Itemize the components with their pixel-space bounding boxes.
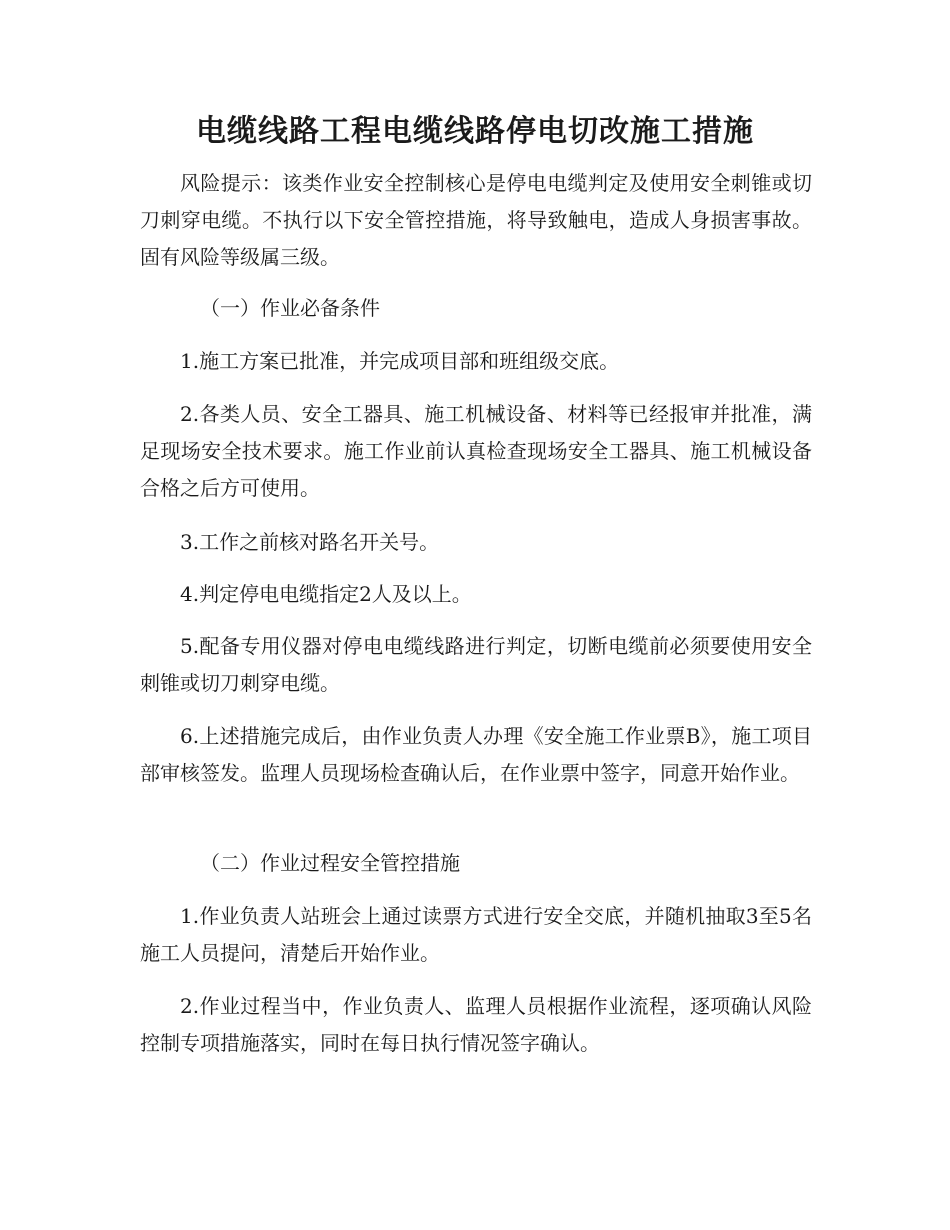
requirement-item-4: 4.判定停电电缆指定2人及以上。 (180, 582, 472, 606)
control-item-1: 1.作业负责人站班会上通过读票方式进行安全交底，并随机抽取3至5名施工人员提问，清楚后开始作业。 (140, 904, 812, 965)
control-item-2: 2.作业过程当中，作业负责人、监理人员根据作业流程，逐项确认风险控制专项措施落实，同时在每日执行情况签字确认。 (140, 994, 812, 1055)
section-heading-controls: （二）作业过程安全管控措施 (200, 851, 460, 875)
risk-notice-paragraph: 风险提示：该类作业安全控制核心是停电电缆判定及使用安全刺锥或切刀刺穿电缆。不执行以下安全管控措施，将导致触电，造成人身损害事故。固有风险等级属三级。 (140, 171, 812, 269)
document-title: 电缆线路工程电缆线路停电切改施工措施 (196, 114, 754, 149)
requirement-item-1: 1.施工方案已批准，并完成项目部和班组级交底。 (180, 349, 620, 373)
requirement-item-3: 3.工作之前核对路名开关号。 (180, 530, 440, 554)
requirement-item-2: 2.各类人员、安全工器具、施工机械设备、材料等已经报审并批准，满足现场安全技术要求。施工作业前认真检查现场安全工器具、施工机械设备合格之后方可使用。 (140, 402, 812, 500)
requirement-item-6: 6.上述措施完成后，由作业负责人办理《安全施工作业票B》，施工项目部审核签发。监理人员现场检查确认后，在作业票中签字，同意开始作业。 (140, 724, 812, 785)
requirement-item-5: 5.配备专用仪器对停电电缆线路进行判定，切断电缆前必须要使用安全刺锥或切刀刺穿电缆。 (140, 634, 812, 695)
section-heading-requirements: （一）作业必备条件 (200, 296, 380, 320)
